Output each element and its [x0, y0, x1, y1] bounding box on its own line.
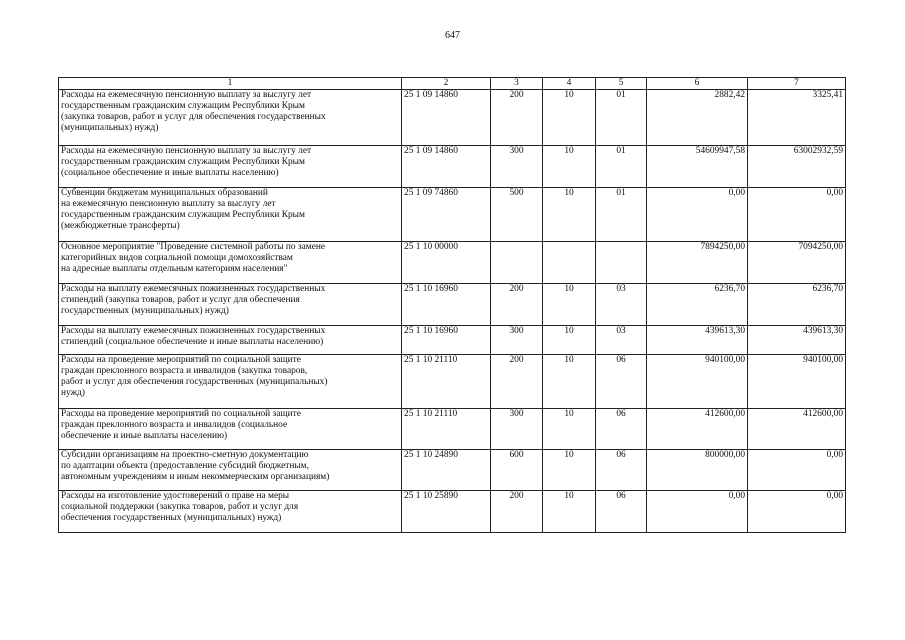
- row-col-3: 600: [491, 450, 543, 491]
- row-col-4: 10: [543, 146, 596, 188]
- column-header-5: 5: [596, 78, 647, 90]
- table-row: [59, 409, 846, 450]
- row-description: Расходы на выплату ежемесячных пожизненных государственных стипендий (социальное обеспечение и иные выплаты населению): [59, 326, 402, 355]
- row-description: Расходы на проведение мероприятий по социальной защите граждан преклонного возраста и инвалидов (закупка товаров, работ и услуг для обеспечения государственных (муниципальных) нужд): [59, 355, 402, 409]
- row-code: 25 1 10 00000: [402, 242, 491, 284]
- row-description: Расходы на проведение мероприятий по социальной защите граждан преклонного возраста и инвалидов (социальное обеспечение и иные выплаты населению): [59, 409, 402, 450]
- row-col-3: 200: [491, 355, 543, 409]
- row-col-5: [596, 242, 647, 284]
- row-col-3: 200: [491, 90, 543, 146]
- row-code: 25 1 10 24890: [402, 450, 491, 491]
- row-amount-6: 439613,30: [647, 326, 748, 355]
- row-amount-7: 0,00: [748, 188, 846, 242]
- row-amount-6: 0,00: [647, 188, 748, 242]
- row-col-5: 06: [596, 409, 647, 450]
- row-col-4: [543, 242, 596, 284]
- row-description: Основное мероприятие "Проведение системной работы по замене категорийных видов социальной помощи домохозяйствам на адресные выплаты отдельным категориям населения": [59, 242, 402, 284]
- row-col-4: 10: [543, 491, 596, 533]
- row-amount-6: 800000,00: [647, 450, 748, 491]
- row-code: 25 1 10 16960: [402, 326, 491, 355]
- column-header-6: 6: [647, 78, 748, 90]
- table-row: [59, 450, 846, 491]
- row-col-4: 10: [543, 90, 596, 146]
- column-header-1: 1: [59, 78, 402, 90]
- row-amount-7: 439613,30: [748, 326, 846, 355]
- row-col-5: 06: [596, 491, 647, 533]
- row-amount-6: 7894250,00: [647, 242, 748, 284]
- row-amount-6: 6236,70: [647, 284, 748, 326]
- table-row: [59, 355, 846, 409]
- budget-table: [58, 77, 846, 533]
- row-col-4: 10: [543, 355, 596, 409]
- column-header-2: 2: [402, 78, 491, 90]
- row-amount-7: 940100,00: [748, 355, 846, 409]
- row-amount-7: 7094250,00: [748, 242, 846, 284]
- row-amount-6: 0,00: [647, 491, 748, 533]
- row-col-3: 300: [491, 326, 543, 355]
- row-amount-7: 0,00: [748, 491, 846, 533]
- column-header-7: 7: [748, 78, 846, 90]
- row-col-5: 03: [596, 284, 647, 326]
- row-code: 25 1 10 21110: [402, 409, 491, 450]
- row-code: 25 1 09 74860: [402, 188, 491, 242]
- row-col-5: 03: [596, 326, 647, 355]
- row-code: 25 1 10 21110: [402, 355, 491, 409]
- page-number: 647: [445, 30, 460, 41]
- row-amount-6: 940100,00: [647, 355, 748, 409]
- row-code: 25 1 09 14860: [402, 146, 491, 188]
- row-description: Субсидии организациям на проектно-сметную документацию по адаптации объекта (предоставление субсидий бюджетным, автономным учреждениям и иным некоммерческим организациям): [59, 450, 402, 491]
- table-header-row: [59, 78, 846, 90]
- row-col-5: 06: [596, 450, 647, 491]
- row-col-3: 200: [491, 284, 543, 326]
- row-col-4: 10: [543, 326, 596, 355]
- row-col-5: 01: [596, 146, 647, 188]
- row-col-4: 10: [543, 409, 596, 450]
- row-description: Расходы на выплату ежемесячных пожизненных государственных стипендий (закупка товаров, работ и услуг для обеспечения государственных (муниципальных) нужд): [59, 284, 402, 326]
- row-col-5: 01: [596, 90, 647, 146]
- row-col-5: 01: [596, 188, 647, 242]
- row-amount-6: 54609947,58: [647, 146, 748, 188]
- table-row: [59, 284, 846, 326]
- row-description: Расходы на ежемесячную пенсионную выплату за выслугу лет государственным гражданским служащим Республики Крым (социальное обеспечение и иные выплаты населению): [59, 146, 402, 188]
- row-amount-7: 412600,00: [748, 409, 846, 450]
- table-row: [59, 242, 846, 284]
- row-description: Расходы на ежемесячную пенсионную выплату за выслугу лет государственным гражданским служащим Республики Крым (закупка товаров, работ и услуг для обеспечения государственных (муниципальных) нужд): [59, 90, 402, 146]
- table-row: [59, 491, 846, 533]
- row-col-3: 200: [491, 491, 543, 533]
- row-code: 25 1 10 16960: [402, 284, 491, 326]
- row-amount-7: 0,00: [748, 450, 846, 491]
- row-col-4: 10: [543, 188, 596, 242]
- row-col-3: 300: [491, 409, 543, 450]
- table-row: [59, 188, 846, 242]
- row-amount-6: 2882,42: [647, 90, 748, 146]
- table-row: [59, 90, 846, 146]
- row-col-4: 10: [543, 450, 596, 491]
- row-code: 25 1 09 14860: [402, 90, 491, 146]
- row-col-3: 300: [491, 146, 543, 188]
- row-col-3: 500: [491, 188, 543, 242]
- row-col-5: 06: [596, 355, 647, 409]
- row-description: Расходы на изготовление удостоверений о праве на меры социальной поддержки (закупка товаров, работ и услуг для обеспечения государственных (муниципальных) нужд): [59, 491, 402, 533]
- row-amount-7: 63002932,59: [748, 146, 846, 188]
- column-header-4: 4: [543, 78, 596, 90]
- table-row: [59, 326, 846, 355]
- table-row: [59, 146, 846, 188]
- row-col-3: [491, 242, 543, 284]
- row-amount-7: 3325,41: [748, 90, 846, 146]
- row-amount-7: 6236,70: [748, 284, 846, 326]
- row-description: Субвенции бюджетам муниципальных образований на ежемесячную пенсионную выплату за выслугу лет государственным гражданским служащим Республики Крым (межбюджетные трансферты): [59, 188, 402, 242]
- row-col-4: 10: [543, 284, 596, 326]
- row-amount-6: 412600,00: [647, 409, 748, 450]
- row-code: 25 1 10 25890: [402, 491, 491, 533]
- column-header-3: 3: [491, 78, 543, 90]
